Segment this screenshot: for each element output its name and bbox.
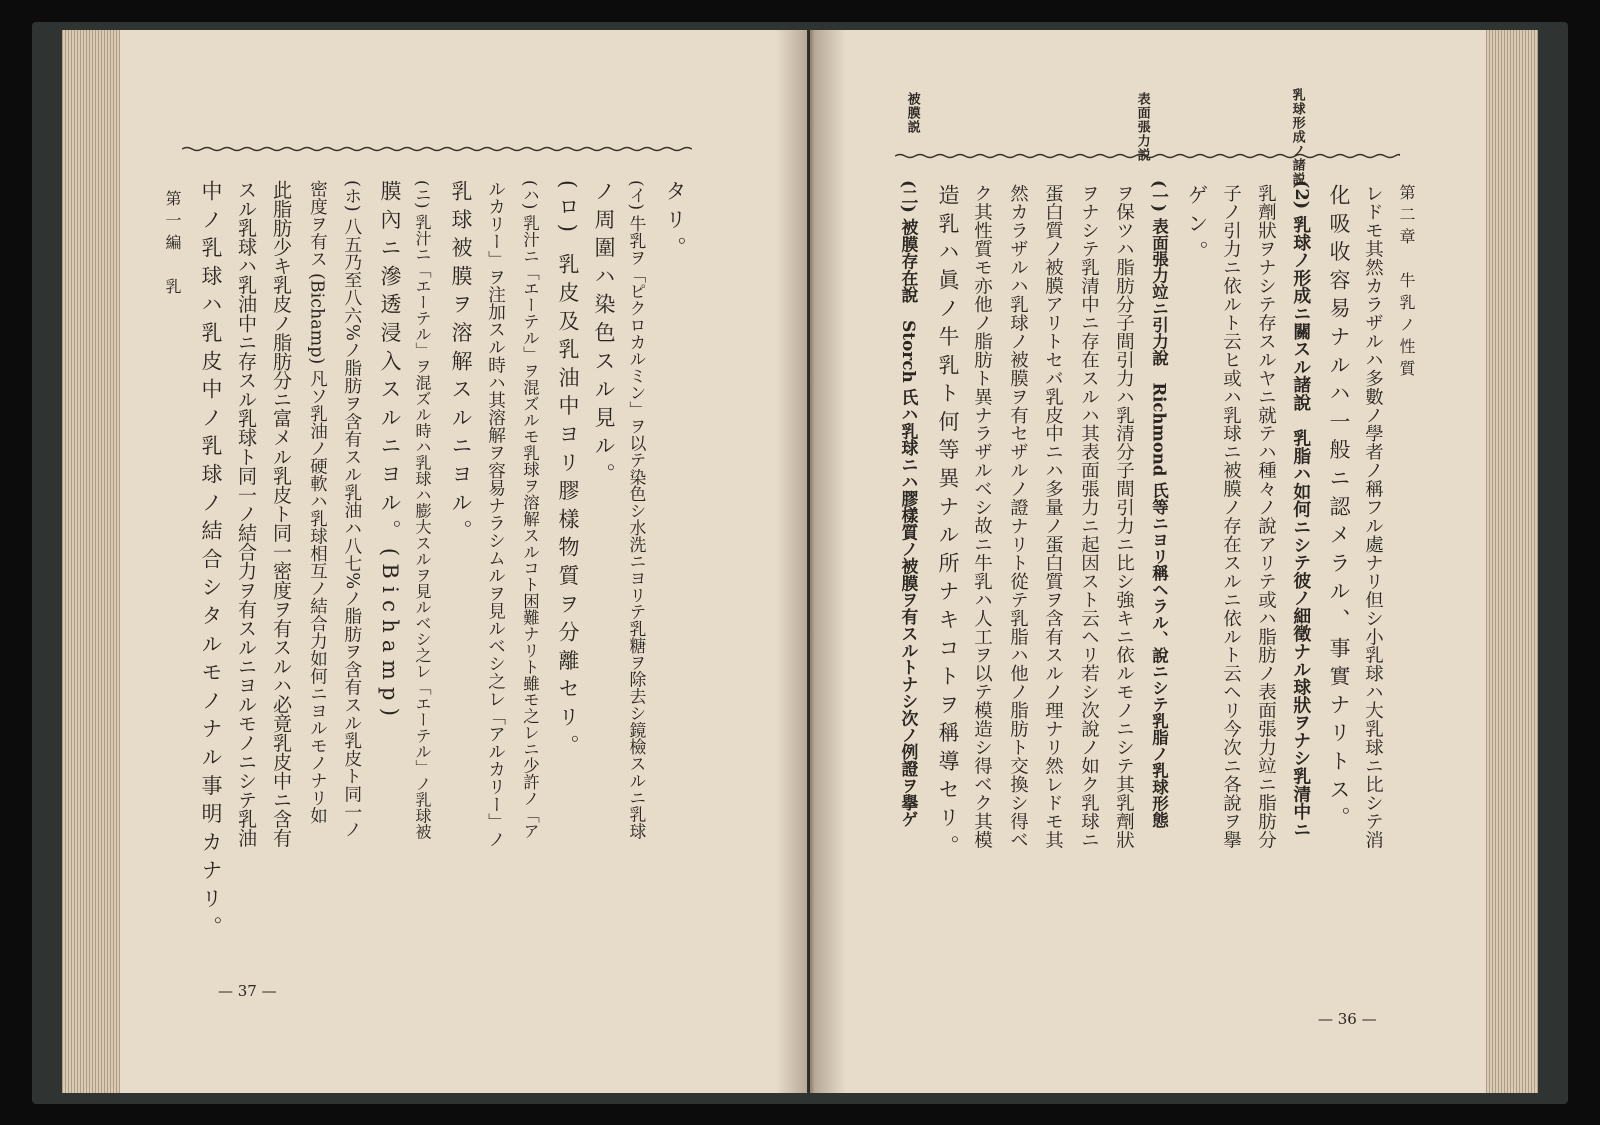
text-column: 膜內ニ滲透浸入スルニヨル。(Bichamp) xyxy=(378,180,402,724)
text-column: ゲン。 xyxy=(1185,184,1209,269)
margin-note: 乳球形成ノ諸説 xyxy=(1289,88,1305,186)
text-column: (ホ) 八五乃至八六%ノ脂肪ヲ含有スル乳油ハ八七%ノ脂肪ヲ含有スル乳皮ト同一ノ xyxy=(341,180,363,839)
text-column: タリ。 xyxy=(663,180,687,265)
text-column: ルカリー」ヲ注加スル時ハ其溶解ヲ容易ナラシムルヲ見ルベシ之レ「アルカリー」ノ xyxy=(485,180,506,849)
text-column: 乳球被膜ヲ溶解スルニヨル。 xyxy=(449,180,473,548)
text-column: 此脂肪少キ乳皮ノ脂肪分ニ富メル乳皮ト同一密度ヲ有スルハ必竟乳皮中ニ含有 xyxy=(270,180,293,848)
text-column: ノ周圍ハ染色スル見ル。 xyxy=(592,180,616,492)
margin-note: 表面張力説 xyxy=(1134,92,1150,162)
text-column: スル乳球ハ乳油中ニ存スル乳球ト同一ノ結合力ヲ有スルニヨルモノニシテ乳油 xyxy=(235,180,258,848)
text-column: 然カラザルハ乳球ノ被膜ヲ有セザルノ證ナリト從テ乳脂ハ他ノ脂肪ト交換シ得ベ xyxy=(1007,184,1029,849)
text-column: (ニ) 乳汁ニ「エーテル」ヲ混ズル時ハ乳球ハ膨大スルヲ見ルベシ之レ「エーテル」ノ乳球被 xyxy=(413,180,433,840)
text-column: 中ノ乳球ハ乳皮中ノ乳球ノ結合シタルモノナル事明カナリ。 xyxy=(199,180,223,945)
margin-note: 被膜説 xyxy=(904,92,920,134)
left-page-edges xyxy=(62,30,120,1093)
right-page xyxy=(810,30,1538,1093)
text-column: レドモ其然カラザルハ多數ノ學者ノ稱フル處ナリ但シ小乳球ハ大乳球ニ比シテ消 xyxy=(1362,184,1384,849)
text-column: 密度ヲ有ス (Bichamp) 凡ソ乳油ノ硬軟ハ乳球相互ノ結合力如何ニヨルモノナリ如 xyxy=(306,180,327,825)
text-column: (2) 乳球ノ形成ニ關スル諸說 乳脂ハ如何ニシテ彼ノ細徵ナル球狀ヲナシ乳清中ニ xyxy=(1290,180,1312,839)
text-column: 乳劑狀ヲナシテ存スルヤニ就テハ種々ノ說アリテ或ハ脂肪ノ表面張力竝ニ脂肪分 xyxy=(1255,184,1277,849)
text-column: ヲ保ツハ脂肪分子間引力ハ乳清分子間引力ニ比シ強キニ依ルモノニシテ其乳劑狀 xyxy=(1113,184,1135,849)
page-number: — 36 — xyxy=(1318,1010,1377,1028)
text-column: (イ) 牛乳ヲ「ピクロカルミン」ヲ以テ染色シ水洗ニヨリテ乳糖ヲ除去シ鏡檢スルニ乳球 xyxy=(626,180,647,840)
right-page-edges xyxy=(1486,30,1538,1093)
text-column: 蛋白質ノ被膜アリトセバ乳皮中ニハ多量ノ蛋白質ヲ含有スルノ理ナリ然レドモ其 xyxy=(1042,184,1064,849)
running-header: 第二章 牛乳ノ性質 xyxy=(1397,184,1416,382)
text-column: ク其性質モ亦他ノ脂肪ト異ナラザルベシ故ニ牛乳ハ人工ヲ以テ模造シ得ベク其模 xyxy=(971,184,993,849)
text-column: (ハ) 乳汁ニ「エーテル」ヲ混ズルモ乳球ヲ溶解スルコト困難ナリト雖モ之レニ少許ノ「ア xyxy=(520,180,540,840)
text-column: ヲナシテ乳清中ニ存在スルハ其表面張力ニ起因スト云ヘリ若シ次說ノ如ク乳球ニ xyxy=(1078,184,1100,849)
text-column: 子ノ引力ニ依ルト云ヒ或ハ乳球ニ被膜ノ存在スルニ依ルト云ヘリ今次ニ各說ヲ擧 xyxy=(1220,184,1242,849)
text-column: (ロ) 乳皮及乳油中ヨリ膠樣物質ヲ分離セリ。 xyxy=(556,180,580,763)
running-footer: 第一編 乳 xyxy=(163,190,182,300)
text-column: 化吸收容易ナルハ一般ニ認メラル、事實ナリトス。 xyxy=(1327,184,1351,835)
text-column: (一) 表面張力竝ニ引力說 Richmond 氏等ニヨリ稱ヘラル、說ニシテ乳脂ノ乳球形態 xyxy=(1149,180,1169,828)
text-column: 造乳ハ眞ノ牛乳ト何等異ナル所ナキコトヲ稱導セリ。 xyxy=(936,184,960,864)
left-header-rule xyxy=(182,146,692,152)
page-number: — 37 — xyxy=(218,982,277,1000)
book-gutter xyxy=(776,30,846,1093)
text-column: (二) 被膜存在說 Storch 氏ハ乳球ニハ膠樣質ノ被膜ヲ有スルトナシ次ノ例證ヲ擧ゲ xyxy=(898,180,919,828)
